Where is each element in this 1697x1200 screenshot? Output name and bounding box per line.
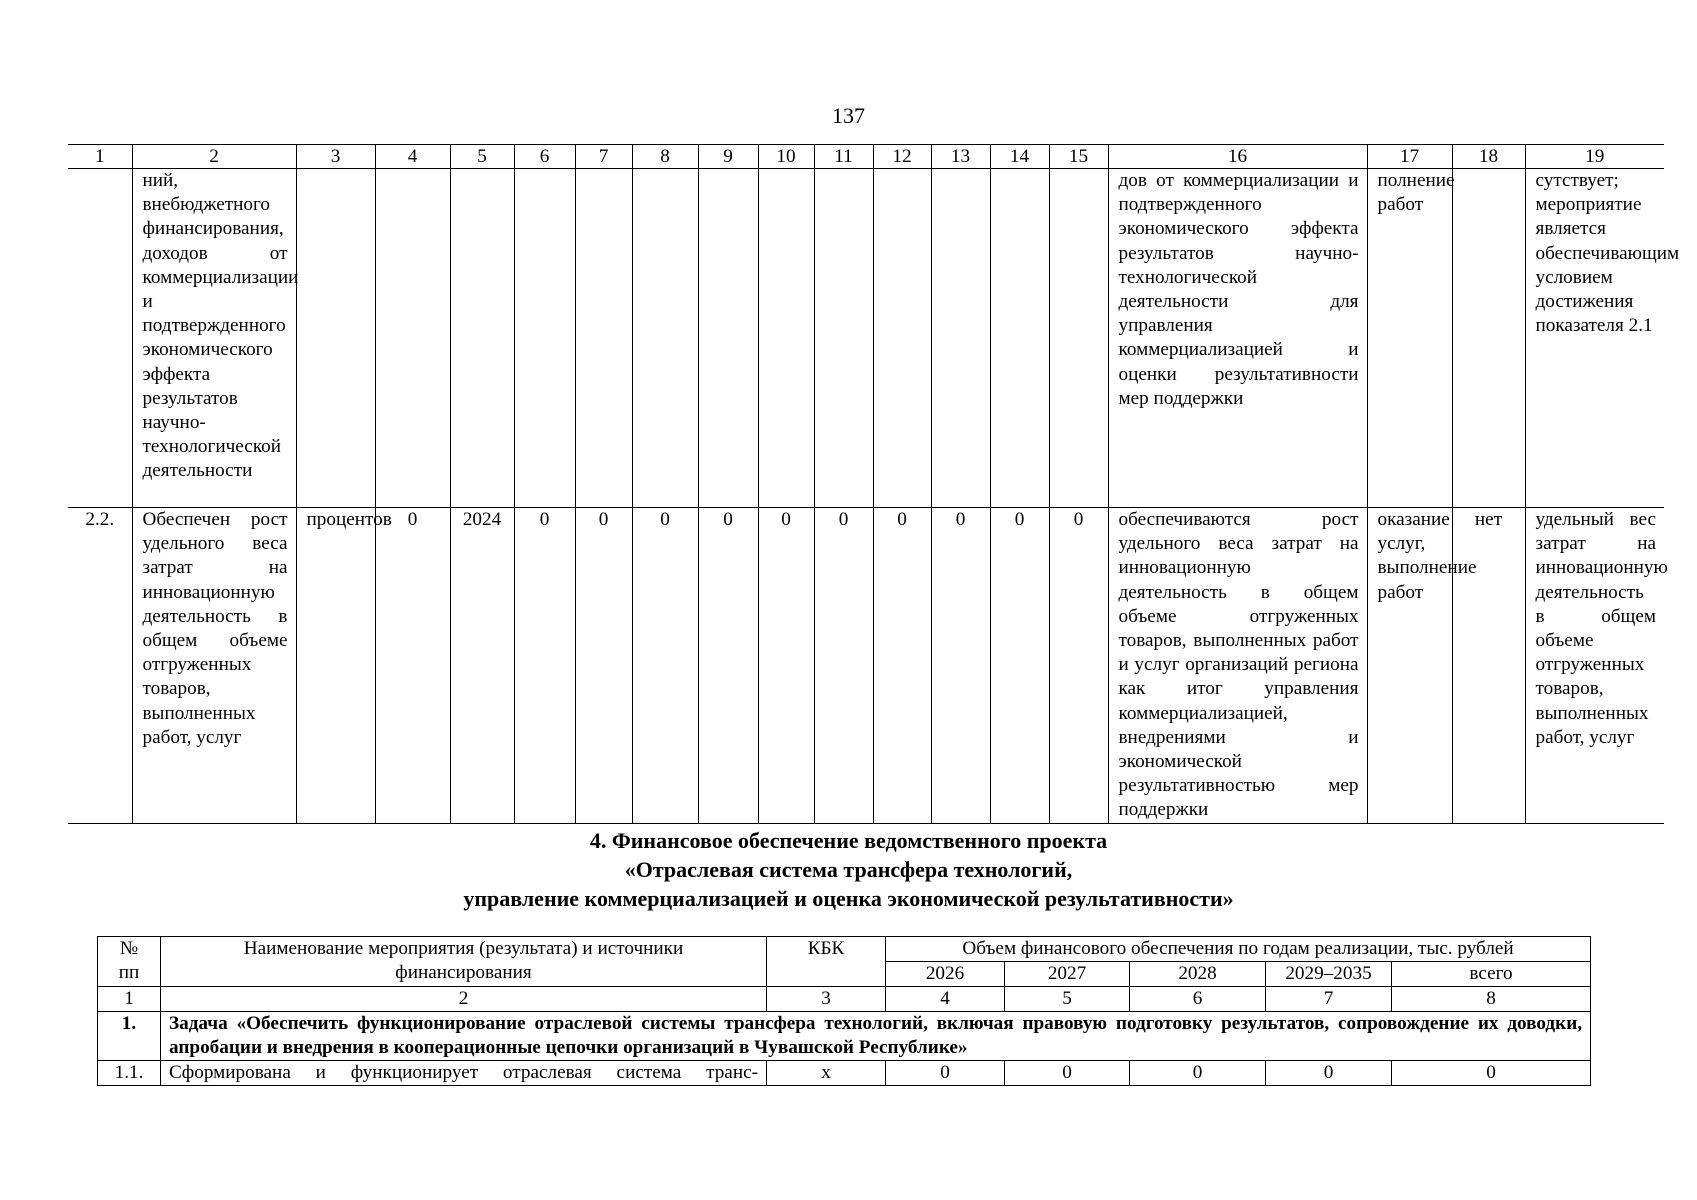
section-title bbox=[0, 826, 1697, 913]
cell-empty bbox=[931, 169, 990, 508]
column-header: 19 bbox=[1525, 145, 1664, 169]
column-header: 2 bbox=[132, 145, 296, 169]
cell-value: 0 bbox=[990, 508, 1049, 824]
cell-number: 2.2. bbox=[68, 508, 132, 824]
column-header: 16 bbox=[1108, 145, 1367, 169]
section-title-line: «Отраслевая система трансфера технологий, bbox=[624, 857, 1073, 882]
cell-note: сутствует; мероприятие является обеспечивающим условием достижения показателя 2.1 bbox=[1525, 169, 1664, 508]
column-number: 3 bbox=[767, 987, 886, 1012]
column-header: 5 bbox=[450, 145, 514, 169]
cell-empty bbox=[68, 169, 132, 508]
cell-description: обеспечиваются рост удельного веса затрат на инновационную деятельность в общем объеме отгруженных товаров, выполненных работ и услуг организаций региона как итог управления коммерциализацией, внедрениями и экономической результативностью мер поддержки bbox=[1108, 508, 1367, 824]
cell-value: 0 bbox=[814, 508, 873, 824]
financing-table bbox=[97, 936, 1591, 1086]
header-total: всего bbox=[1392, 962, 1591, 987]
cell-empty bbox=[296, 169, 375, 508]
column-header: 3 bbox=[296, 145, 375, 169]
column-number: 2 bbox=[161, 987, 767, 1012]
cell-value: 0 bbox=[1049, 508, 1108, 824]
cell-empty bbox=[1049, 169, 1108, 508]
column-header: 6 bbox=[514, 145, 575, 169]
cell-value: 0 bbox=[375, 508, 450, 824]
column-number-row bbox=[68, 145, 1664, 169]
header-year: 2027 bbox=[1005, 962, 1130, 987]
cell-value: 0 bbox=[1392, 1061, 1591, 1086]
column-header: 12 bbox=[873, 145, 931, 169]
header-name: Наименование мероприятия (результата) и источники финансирования bbox=[161, 937, 767, 987]
cell-value: 0 bbox=[632, 508, 698, 824]
table-row-continued bbox=[68, 169, 1664, 508]
cell-activity-type: оказание услуг, выполнение работ bbox=[1367, 508, 1452, 824]
header-volume: Объем финансового обеспечения по годам реализации, тыс. рублей bbox=[886, 937, 1591, 962]
cell-kbk: х bbox=[767, 1061, 886, 1086]
cell-empty bbox=[632, 169, 698, 508]
cell-value: 0 bbox=[886, 1061, 1005, 1086]
cell-value: 0 bbox=[1130, 1061, 1266, 1086]
column-number: 6 bbox=[1130, 987, 1266, 1012]
cell-empty bbox=[698, 169, 758, 508]
header-year: 2028 bbox=[1130, 962, 1266, 987]
table-row-1-1 bbox=[98, 1061, 1591, 1086]
section-title-line: 4. Финансовое обеспечение ведомственного проекта bbox=[589, 828, 1108, 853]
cell-value: 0 bbox=[931, 508, 990, 824]
cell-note: удельный вес затрат на инновационную деятельность в общем объеме отгруженных товаров, выполненных работ, услуг bbox=[1525, 508, 1664, 824]
cell-value: 0 bbox=[1005, 1061, 1130, 1086]
column-header: 7 bbox=[575, 145, 632, 169]
header-year: 2029–2035 bbox=[1266, 962, 1392, 987]
cell-number: 1. bbox=[98, 1012, 161, 1061]
column-number: 7 bbox=[1266, 987, 1392, 1012]
cell-indicator-name: Обеспечен рост удельного веса затрат на инновационную деятельность в общем объеме отгруженных товаров, выполненных работ, услуг bbox=[132, 508, 296, 824]
cell-activity-type: полнение работ bbox=[1367, 169, 1452, 508]
header-row bbox=[98, 937, 1591, 962]
cell-flag: нет bbox=[1452, 508, 1525, 824]
cell-value: 0 bbox=[514, 508, 575, 824]
cell-unit: процентов bbox=[296, 508, 375, 824]
cell-empty bbox=[575, 169, 632, 508]
column-header: 9 bbox=[698, 145, 758, 169]
column-header: 11 bbox=[814, 145, 873, 169]
cell-empty bbox=[375, 169, 450, 508]
cell-value: 0 bbox=[758, 508, 814, 824]
indicators-table bbox=[68, 144, 1680, 824]
cell-task-text: Задача «Обеспечить функционирование отраслевой системы трансфера технологий, включая правовую подготовку результатов, сопровождение их доводки, апробации и внедрения в кооперационные цепочки организаций в Чувашской Республике» bbox=[161, 1012, 1591, 1061]
table-row-2-2 bbox=[68, 508, 1664, 824]
cell-empty bbox=[514, 169, 575, 508]
header-year: 2026 bbox=[886, 962, 1005, 987]
cell-description: дов от коммерциализации и подтвержденного экономического эффекта результатов научно-технологической деятельности для управления коммерциализацией и оценки результативности мер поддержки bbox=[1108, 169, 1367, 508]
cell-value: 0 bbox=[575, 508, 632, 824]
column-header: 15 bbox=[1049, 145, 1108, 169]
cell-empty bbox=[758, 169, 814, 508]
cell-number: 1.1. bbox=[98, 1061, 161, 1086]
page-number: 137 bbox=[832, 103, 865, 128]
cell-empty bbox=[873, 169, 931, 508]
column-number-row bbox=[98, 987, 1591, 1012]
cell-value: 0 bbox=[873, 508, 931, 824]
cell-indicator-name: ний, внебюджетного финансирования, доходов от коммерциализации и подтвержденного экономического эффекта результатов научно-технологической деятельности bbox=[132, 169, 296, 508]
column-header: 10 bbox=[758, 145, 814, 169]
column-header: 14 bbox=[990, 145, 1049, 169]
header-kbk: КБК bbox=[767, 937, 886, 987]
column-header: 13 bbox=[931, 145, 990, 169]
cell-value: 0 bbox=[698, 508, 758, 824]
column-header: 8 bbox=[632, 145, 698, 169]
column-header: 17 bbox=[1367, 145, 1452, 169]
column-number: 1 bbox=[98, 987, 161, 1012]
cell-value: 0 bbox=[1266, 1061, 1392, 1086]
column-header: 18 bbox=[1452, 145, 1525, 169]
cell-empty bbox=[1452, 169, 1525, 508]
column-number: 5 bbox=[1005, 987, 1130, 1012]
section-title-line: управление коммерциализацией и оценка экономической результативности» bbox=[463, 886, 1234, 911]
column-header: 4 bbox=[375, 145, 450, 169]
cell-base-year: 2024 bbox=[450, 508, 514, 824]
column-number: 8 bbox=[1392, 987, 1591, 1012]
task-row bbox=[98, 1012, 1591, 1061]
cell-empty bbox=[990, 169, 1049, 508]
cell-event-name: Сформирована и функционирует отраслевая система транс- bbox=[161, 1061, 767, 1086]
column-header: 1 bbox=[68, 145, 132, 169]
cell-empty bbox=[814, 169, 873, 508]
cell-empty bbox=[450, 169, 514, 508]
column-number: 4 bbox=[886, 987, 1005, 1012]
header-num: № пп bbox=[98, 937, 161, 987]
